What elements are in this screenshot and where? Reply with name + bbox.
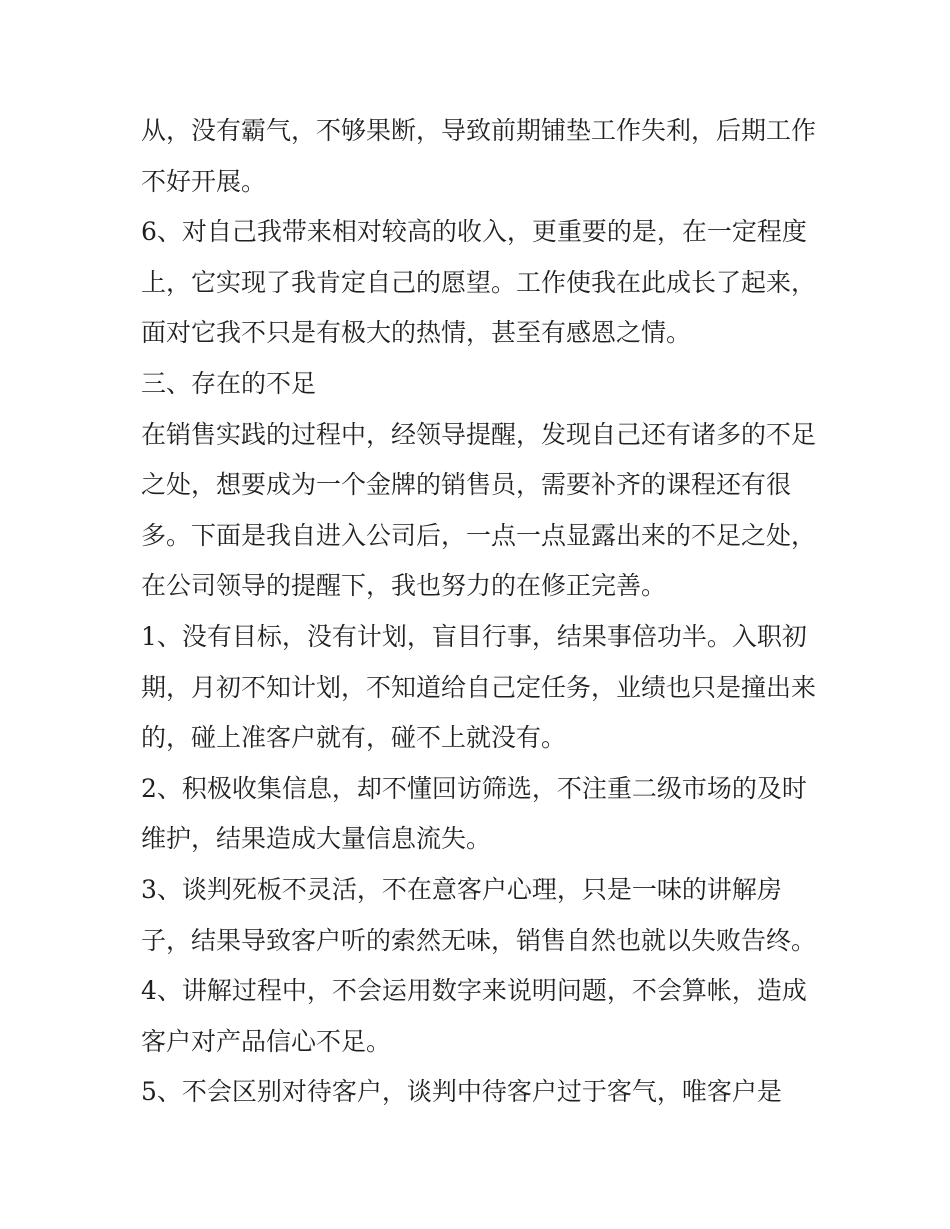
section-heading: 三、存在的不足 [141, 368, 317, 398]
text-line: 维护，结果造成大量信息流失。 [141, 824, 492, 854]
text-line: 子，结果导致客户听的索然无味，销售自然也就以失败告终。 [141, 925, 817, 955]
text-line: 2、积极收集信息，却不懂回访筛选，不注重二级市场的及时 [141, 773, 807, 803]
text-line: 3、谈判死板不灵活，不在意客户心理，只是一味的讲解房 [141, 874, 782, 904]
text-line: 面对它我不只是有极大的热情，甚至有感恩之情。 [141, 318, 692, 348]
text-line: 6、对自己我带来相对较高的收入，更重要的是，在一定程度 [141, 217, 807, 247]
text-line: 多。下面是我自进入公司后，一点一点显露出来的不足之处， [141, 520, 817, 550]
text-line: 上，它实现了我肯定自己的愿望。工作使我在此成长了起来， [141, 267, 817, 297]
text-line: 不好开展。 [141, 166, 267, 196]
document-body [141, 106, 821, 1118]
text-line: 在公司领导的提醒下，我也努力的在修正完善。 [141, 571, 667, 601]
text-line: 5、不会区别对待客户，谈判中待客户过于客气，唯客户是 [141, 1077, 782, 1107]
text-line: 在销售实践的过程中，经领导提醒，发现自己还有诸多的不足 [141, 419, 817, 449]
text-line: 的，碰上准客户就有，碰不上就没有。 [141, 723, 567, 753]
text-line: 客户对产品信心不足。 [141, 1026, 392, 1056]
text-line: 从，没有霸气，不够果断，导致前期铺垫工作失利，后期工作 [141, 116, 817, 145]
text-line: 之处，想要成为一个金牌的销售员，需要补齐的课程还有很 [141, 470, 792, 500]
text-line: 1、没有目标，没有计划，盲目行事，结果事倍功半。入职初 [141, 621, 807, 651]
text-line: 4、讲解过程中，不会运用数字来说明问题，不会算帐，造成 [141, 976, 807, 1006]
text-line: 期，月初不知计划，不知道给自己定任务，业绩也只是撞出来 [141, 672, 817, 702]
